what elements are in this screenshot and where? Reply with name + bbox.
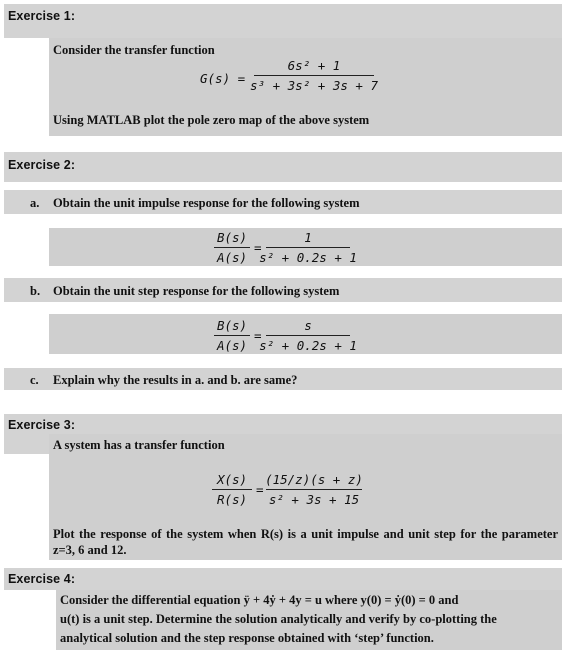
exercise-4-line-2: u(t) is a unit step. Determine the solution analytically and verify by co-plotting the [60, 612, 497, 626]
exercise-3-intro: A system has a transfer function [53, 438, 225, 452]
rhs-numerator: (15/z)(s + z) [265, 472, 363, 487]
lhs-denominator: A(s) [216, 250, 248, 265]
equals-sign: = [256, 482, 264, 497]
lhs-numerator: B(s) [216, 230, 248, 245]
exercise-2a-lhs [214, 230, 250, 265]
rhs-denominator: s² + 0.2s + 1 [259, 338, 357, 353]
fraction-bar [214, 247, 250, 248]
rhs-numerator: s [304, 318, 312, 333]
exercise-1-task: Using MATLAB plot the pole zero map of the above system [53, 113, 370, 127]
lhs-denominator: R(s) [216, 492, 248, 507]
rhs-denominator: s² + 0.2s + 1 [259, 250, 357, 265]
exercise-2a-rhs [259, 230, 357, 265]
exercise-3-title: Exercise 3: [8, 418, 76, 432]
exercise-2-title: Exercise 2: [8, 158, 76, 172]
lhs-numerator: X(s) [216, 472, 248, 487]
exercise-2-header-bar [4, 152, 562, 182]
exercise-4-title: Exercise 4: [8, 572, 76, 586]
exercise-4-line-3: analytical solution and the step response obtained with ‘step’ function. [60, 631, 434, 645]
rhs-denominator: s² + 3s + 15 [268, 492, 360, 507]
exercise-1-lhs: G(s) = [200, 71, 246, 86]
exercise-2c-marker: c. [30, 373, 39, 387]
rhs-numerator: 1 [304, 230, 312, 245]
exercise-2b-rhs [259, 318, 357, 353]
exercise-4-line-1: Consider the differential equation ÿ + 4ẏ + 4y = u where y(0) = ẏ(0) = 0 and [60, 593, 459, 607]
exercise-1-denominator: s³ + 3s² + 3s + 7 [250, 78, 378, 93]
fraction-bar [212, 489, 252, 490]
exercise-2a-marker: a. [30, 196, 40, 210]
exercise-1-numerator: 6s² + 1 [287, 58, 341, 73]
exercise-1-title: Exercise 1: [8, 9, 76, 23]
exercise-2b-lhs [214, 318, 250, 353]
exercise-4-header-bar [4, 568, 562, 590]
exercise-1-intro: Consider the transfer function [53, 43, 215, 57]
fraction-bar [266, 489, 362, 490]
exercise-2b-text: Obtain the unit step response for the following system [53, 284, 340, 298]
exercise-1-fraction [250, 58, 378, 93]
exercise-3-lhs [212, 472, 252, 507]
exercise-3-rhs [266, 472, 362, 507]
fraction-bar [266, 247, 350, 248]
exercise-1-header-bar [4, 4, 562, 38]
lhs-denominator: A(s) [216, 338, 248, 353]
lhs-numerator: B(s) [216, 318, 248, 333]
equals-sign: = [254, 328, 262, 343]
exercise-3-task: Plot the response of the system when R(s) is a unit impulse and unit step for the parameter z=3, 6 and 12. [53, 527, 558, 557]
fraction-bar [254, 75, 374, 76]
equals-sign: = [254, 240, 262, 255]
exercise-2a-text: Obtain the unit impulse response for the following system [53, 196, 360, 210]
exercise-2c-text: Explain why the results in a. and b. are same? [53, 373, 298, 387]
fraction-bar [214, 335, 250, 336]
fraction-bar [266, 335, 350, 336]
exercise-2b-marker: b. [30, 284, 41, 298]
